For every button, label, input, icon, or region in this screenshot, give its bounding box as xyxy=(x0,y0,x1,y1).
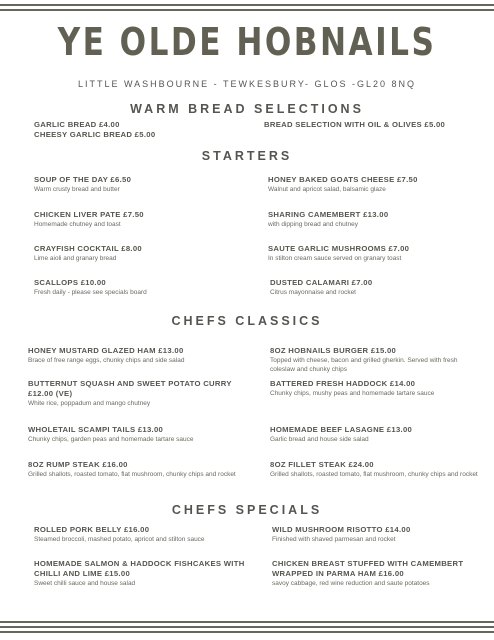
menu-item xyxy=(268,175,483,194)
bottom-rule xyxy=(0,631,494,633)
menu-item xyxy=(34,278,254,297)
item-name: SAUTE GARLIC MUSHROOMS £7.00 xyxy=(268,244,410,253)
item-name: BATTERED FRESH HADDOCK £14.00 xyxy=(270,379,416,388)
item-name: BUTTERNUT SQUASH AND SWEET POTATO CURRY £12.00 (VE) xyxy=(28,379,232,398)
menu-item xyxy=(270,379,483,398)
item-name: 8OZ FILLET STEAK £24.00 xyxy=(270,460,374,469)
menu-item xyxy=(34,244,254,263)
item-name: CHICKEN BREAST STUFFED WITH CAMEMBERT WRAPPED IN PARMA HAM £16.00 xyxy=(272,559,464,578)
item-description: savoy cabbage, red wine reduction and saute potatoes xyxy=(272,580,430,587)
item-description: In stilton cream sauce served on granary toast xyxy=(268,255,402,262)
item-name: CRAYFISH COCKTAIL £8.00 xyxy=(34,244,142,253)
item-description: Sweet chilli sauce and house salad xyxy=(34,580,136,587)
item-name: HOMEMADE SALMON & HADDOCK FISHCAKES WITH CHILLI AND LIME £15.00 xyxy=(34,559,245,578)
item-description: Lime aioli and granary bread xyxy=(34,255,117,262)
item-name: HONEY MUSTARD GLAZED HAM £13.00 xyxy=(28,346,184,355)
bottom-rule xyxy=(0,626,494,628)
item-name: ROLLED PORK BELLY £16.00 xyxy=(34,525,150,534)
section-heading-chefs-classics: CHEFS CLASSICS xyxy=(171,314,323,328)
section-heading-warm-bread: WARM BREAD SELECTIONS xyxy=(130,102,364,116)
item-description: Grilled shallots, roasted tomato, flat mushroom, chunky chips and rocket xyxy=(28,471,236,478)
menu-item xyxy=(270,278,483,297)
item-description: Topped with cheese, bacon and grilled gherkin. Served with fresh coleslaw and chunky chips xyxy=(270,357,458,373)
menu-item xyxy=(270,425,483,444)
item-name: WHOLETAIL SCAMPI TAILS £13.00 xyxy=(28,425,164,434)
menu-item xyxy=(34,210,254,229)
item-description: Garlic bread and house side salad xyxy=(270,436,369,443)
item-description: Homemade chutney and toast xyxy=(34,221,121,228)
menu-item xyxy=(28,346,256,365)
item-description: Steamed broccoli, mashed potato, apricot and stilton sauce xyxy=(34,536,205,543)
menu-item xyxy=(28,460,250,479)
section-heading-chefs-specials: CHEFS SPECIALS xyxy=(171,503,323,517)
item-description: with dipping bread and chutney xyxy=(268,221,358,228)
item-name: DUSTED CALAMARI £7.00 xyxy=(270,278,373,287)
page-title: YE OLDE HOBNAILS xyxy=(57,20,437,64)
item-description: Chunky chips, mushy peas and homemade tartare sauce xyxy=(270,390,435,397)
item-description: Warm crusty bread and butter xyxy=(34,186,120,193)
menu-item xyxy=(34,559,246,588)
item-name: 8OZ HOBNAILS BURGER £15.00 xyxy=(270,346,397,355)
menu-item xyxy=(270,346,483,374)
item-name: 8OZ RUMP STEAK £16.00 xyxy=(28,460,128,469)
menu-item xyxy=(264,120,484,130)
item-description: Chunky chips, garden peas and homemade tartare sauce xyxy=(28,436,194,443)
item-description: Fresh daily - please see specials board xyxy=(34,289,147,296)
menu-item xyxy=(28,379,248,408)
item-description: Finished with shaved parmesan and rocket xyxy=(272,536,396,543)
section-heading-starters: STARTERS xyxy=(201,149,293,163)
item-description: White rice, poppadum and mango chutney xyxy=(28,400,151,407)
menu-item xyxy=(268,210,483,229)
menu-item xyxy=(272,559,483,588)
address: LITTLE WASHBOURNE - TEWKESBURY- GLOS -GL20 8NQ xyxy=(77,79,417,89)
menu-item xyxy=(28,425,256,444)
menu-item xyxy=(268,244,483,263)
menu-item xyxy=(34,525,256,544)
item-name: SCALLOPS £10.00 xyxy=(34,278,107,287)
item-description: Grilled shallots, roasted tomato, flat mushroom, chunky chips and rocket xyxy=(270,471,478,478)
item-description: Brace of free range eggs, chunky chips and side salad xyxy=(28,357,185,364)
item-description: Citrus mayonnaise and rocket xyxy=(270,289,356,296)
top-rule xyxy=(0,4,494,6)
menu-item xyxy=(34,175,254,194)
menu-item xyxy=(272,525,483,544)
item-name: WILD MUSHROOM RISOTTO £14.00 xyxy=(272,525,411,534)
item-name: HOMEMADE BEEF LASAGNE £13.00 xyxy=(270,425,413,434)
top-rule xyxy=(0,9,494,11)
menu-item xyxy=(34,120,254,140)
item-name: SOUP OF THE DAY £6.50 xyxy=(34,175,132,184)
item-name: SHARING CAMEMBERT £13.00 xyxy=(268,210,389,219)
item-description: Walnut and apricot salad, balsamic glaze xyxy=(268,186,386,193)
bottom-rule xyxy=(0,621,494,623)
item-name: HONEY BAKED GOATS CHEESE £7.50 xyxy=(268,175,418,184)
item-name: GARLIC BREAD £4.00 xyxy=(34,120,120,129)
item-name: BREAD SELECTION WITH OIL & OLIVES £5.00 xyxy=(264,120,446,129)
item-name: CHEESY GARLIC BREAD £5.00 xyxy=(34,130,156,139)
menu-item xyxy=(270,460,483,479)
item-name: CHICKEN LIVER PATE £7.50 xyxy=(34,210,144,219)
